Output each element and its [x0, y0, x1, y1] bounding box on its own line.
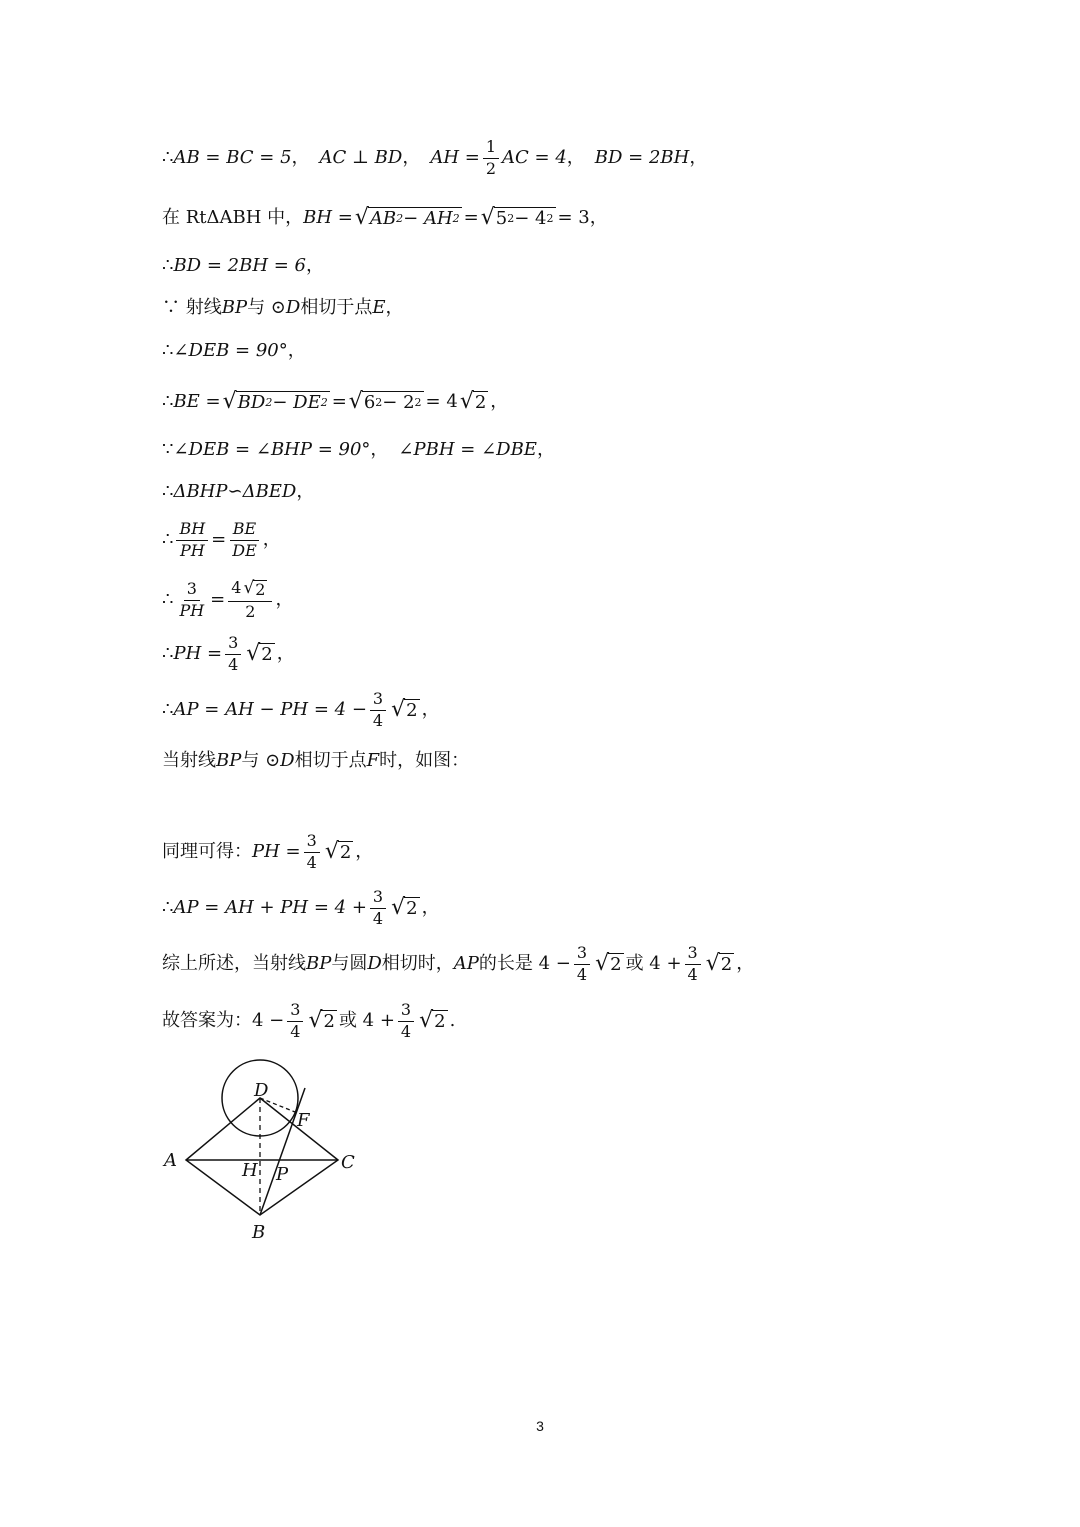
label-f: F — [297, 1110, 310, 1131]
sqrt: √ 2 — [391, 895, 418, 920]
line-8: ∴ ΔBHP∽ΔBED ， — [162, 481, 315, 502]
label-c: C — [341, 1152, 355, 1173]
line-13: 当射线 BP 与 ⊙ D 相切于点 F 时，如图： — [162, 750, 470, 771]
sqrt: √ 2 — [595, 951, 622, 976]
fraction: $\frac{3}{PH}$ — [179, 579, 205, 620]
fraction: $\frac{1}{2}$ — [483, 138, 499, 178]
label-b: B — [252, 1222, 266, 1243]
line-5: ∴ ∠DEB = 90° ， — [162, 340, 306, 361]
sqrt: √ AB 2 − AH 2 — [354, 205, 460, 230]
line-16: 综上所述，当射线 BP 与圆 D 相切时， AP 的长是 4 − $\frac{3}{4}$ √ 2 或 4 + $\frac{3}{4}$ √ 2 ， — [162, 943, 755, 984]
geometry-figure — [150, 1050, 390, 1250]
line-11: ∴ PH = $\frac{3}{4}$ √ 2 ， — [162, 633, 295, 674]
fraction: $\frac{3}{4}$ — [685, 944, 701, 984]
sqrt: √ 2 — [459, 389, 487, 414]
line-9: ∴ $\frac{BH}{PH}$ = $\frac{BE}{DE}$ ， — [162, 519, 281, 560]
sqrt: √ BD 2 − DE 2 — [222, 389, 328, 414]
sqrt: √ 2 — [705, 951, 733, 976]
rhombus-abcd — [186, 1098, 338, 1215]
fraction: $\frac{3}{4}$ — [304, 832, 320, 872]
sqrt: √ 2 — [419, 1008, 446, 1033]
line-17: 故答案为： 4 − $\frac{3}{4}$ √ 2 或 4 + $\frac{3}{4}$ √ 2 . — [162, 1000, 456, 1041]
line-6: ∴ BE = √ BD 2 − DE 2 = √ 6 2 − 2 2 = 4 √ 2 ， — [162, 389, 509, 414]
fraction: $\frac{BE}{DE}$ — [229, 520, 260, 560]
sqrt: √ 2 — [391, 697, 418, 722]
line-10: ∴ $\frac{3}{PH}$ = 4 √ 2 2 ， — [162, 578, 294, 621]
line-2: 在 RtΔABH 中， BH = √ AB 2 − AH 2 = √ 5 2 − 4 2 = 3 ， — [162, 205, 608, 230]
fraction: 4 √ 2 2 — [228, 579, 272, 621]
fraction: $\frac{3}{4}$ — [398, 1001, 414, 1041]
sqrt: √ 6 2 − 2 2 — [348, 389, 422, 414]
fraction: $\frac{3}{4}$ — [370, 690, 386, 730]
fraction: $\frac{3}{4}$ — [287, 1001, 303, 1041]
line-3: ∴ BD = 2BH = 6 ， — [162, 255, 324, 276]
line-12: ∴ AP = AH − PH = 4 − $\frac{3}{4}$ √ 2 ， — [162, 689, 440, 730]
fraction: $\frac{3}{4}$ — [370, 888, 386, 928]
fraction: $\frac{3}{4}$ — [574, 944, 590, 984]
fraction: $\frac{BH}{PH}$ — [176, 520, 208, 560]
label-h: H — [242, 1160, 258, 1181]
line-4: ∵ 射线 BP 与 ⊙ D 相切于点 E ， — [162, 297, 404, 318]
sqrt: √ 2 — [308, 1008, 335, 1033]
line-14: 同理可得： PH = $\frac{3}{4}$ √ 2 ， — [162, 831, 374, 872]
sqrt: √ 2 — [246, 641, 273, 666]
line-15: ∴ AP = AH + PH = 4 + $\frac{3}{4}$ √ 2 ， — [162, 887, 440, 928]
fraction: $\frac{3}{4}$ — [225, 634, 241, 674]
line-1: ∴ AB = BC = 5 ， AC ⊥ BD ， AH = $\frac{1}{2}$ AC = 4 ， BD = 2BH ， — [162, 137, 708, 178]
sqrt: √ 5 2 − 4 2 — [480, 205, 554, 230]
page-number: 3 — [536, 1418, 544, 1434]
line-7: ∵ ∠DEB = ∠BHP = 90° ， ∠PBH = ∠DBE ， — [162, 439, 555, 460]
label-d: D — [254, 1080, 269, 1101]
label-p: P — [276, 1164, 289, 1185]
label-a: A — [164, 1150, 177, 1171]
sqrt: √ 2 — [324, 839, 352, 864]
